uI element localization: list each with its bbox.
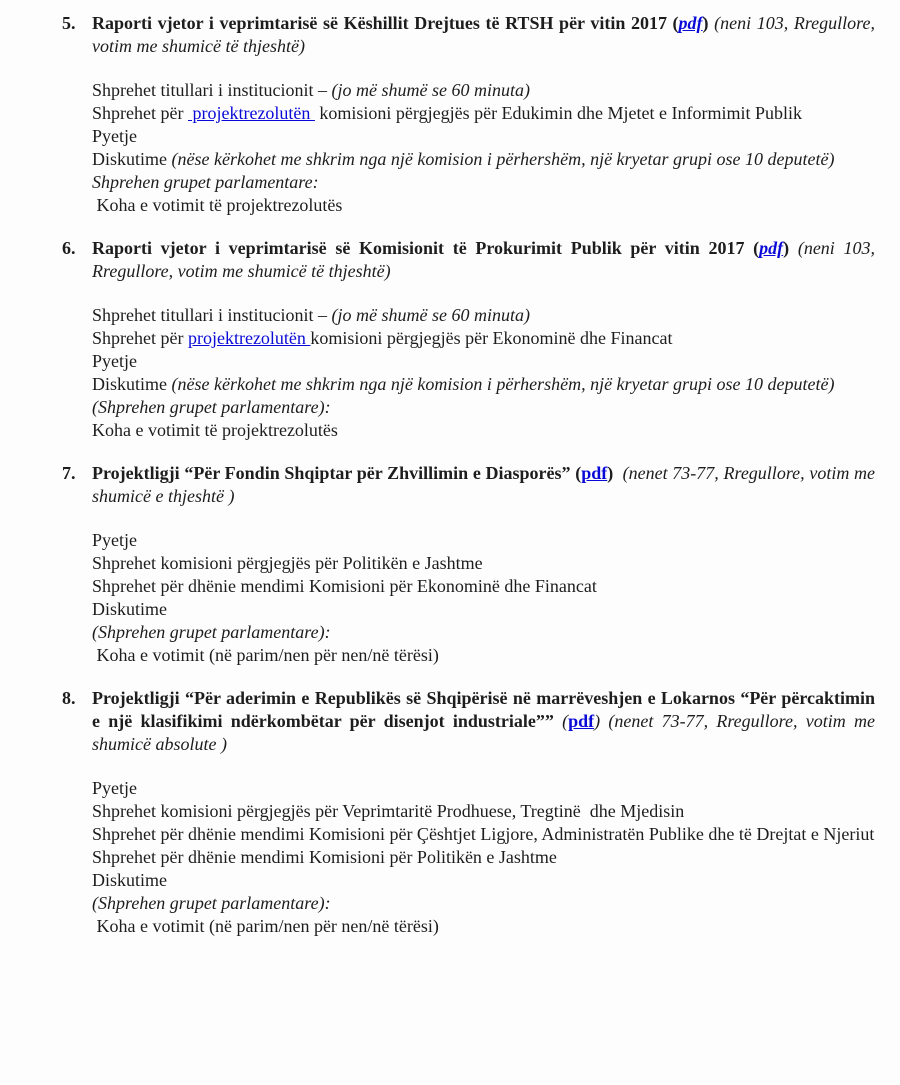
item-body xyxy=(92,304,875,442)
agenda-item-8 xyxy=(62,687,875,938)
item-title xyxy=(92,237,875,283)
item-body xyxy=(92,79,875,217)
text-segment: Shprehen grupet parlamentare: xyxy=(92,172,319,192)
text-segment: (nëse kërkohet me shkrim nga një komision i përhershëm, një kryetar grupi ose 10 deputetë) xyxy=(171,149,835,169)
text-segment: Shprehet për xyxy=(92,103,188,123)
body-line xyxy=(92,350,875,373)
text-segment: Koha e votimit të projektrezolutës xyxy=(92,420,338,440)
body-line xyxy=(92,598,875,621)
projektrezoluten-link[interactable]: projektrezolutën xyxy=(187,328,311,348)
item-content xyxy=(92,462,875,667)
body-line xyxy=(92,552,875,575)
item-content xyxy=(92,237,875,442)
item-number: 8. xyxy=(62,688,76,708)
pdf-link[interactable]: pdf xyxy=(678,13,703,33)
item-title xyxy=(92,687,875,756)
text-segment: komisioni përgjegjës për Edukimin dhe Mjetet e Informimit Publik xyxy=(314,103,803,123)
text-segment: (jo më shumë se 60 minuta) xyxy=(331,80,530,100)
body-line xyxy=(92,644,875,667)
body-line xyxy=(92,148,875,171)
text-segment: ) xyxy=(702,13,715,33)
item-number: 7. xyxy=(62,463,76,483)
item-content xyxy=(92,12,875,217)
text-segment: (nëse kërkohet me shkrim nga një komision i përhershëm, një kryetar grupi ose 10 deputetë) xyxy=(171,374,835,394)
text-segment: (neni 103, Rregullore, votim me shumicë të thjeshtë) xyxy=(92,238,875,281)
text-segment: ) xyxy=(783,238,798,258)
body-line xyxy=(92,327,875,350)
text-segment: Koha e votimit (në parim/nen për nen/në tërësi) xyxy=(92,645,439,665)
body-line xyxy=(92,800,875,823)
text-segment: Projektligji “Për Fondin Shqiptar për Zhvillimin e Diasporës” ( xyxy=(92,463,582,483)
text-segment: (Shprehen grupet parlamentare): xyxy=(92,622,331,642)
body-line xyxy=(92,575,875,598)
agenda-item-5 xyxy=(62,12,875,217)
text-segment: Shprehet komisioni përgjegjës për Politikën e Jashtme xyxy=(92,553,483,573)
text-segment: Diskutime xyxy=(92,870,167,890)
text-segment: Shprehet për dhënie mendimi Komisioni për Çështjet Ligjore, Administratën Publike dhe të Drejtat e Njeriut xyxy=(92,824,875,844)
text-segment: Raporti vjetor i veprimtarisë së Këshillit Drejtues të RTSH për vitin 2017 ( xyxy=(92,13,679,33)
body-line xyxy=(92,529,875,552)
text-segment: (Shprehen grupet parlamentare): xyxy=(92,893,331,913)
text-segment: Pyetje xyxy=(92,351,137,371)
text-segment: (Shprehen grupet parlamentare): xyxy=(92,397,331,417)
text-segment: Pyetje xyxy=(92,126,137,146)
body-line xyxy=(92,419,875,442)
text-segment: Raporti vjetor i veprimtarisë së Komisionit të Prokurimit Publik për vitin 2017 ( xyxy=(92,238,760,258)
item-number: 5. xyxy=(62,13,76,33)
text-segment: Diskutime xyxy=(92,599,167,619)
body-line xyxy=(92,823,875,846)
text-segment: ) xyxy=(594,711,609,731)
text-segment: Shprehet titullari i institucionit – xyxy=(92,80,332,100)
body-line xyxy=(92,373,875,396)
item-body xyxy=(92,777,875,938)
body-line xyxy=(92,396,875,419)
text-segment: Koha e votimit të projektrezolutës xyxy=(92,195,343,215)
text-segment: Shprehet titullari i institucionit – xyxy=(92,305,332,325)
body-line xyxy=(92,102,875,125)
agenda-item-7 xyxy=(62,462,875,667)
body-line xyxy=(92,304,875,327)
item-content xyxy=(92,687,875,938)
item-title xyxy=(92,462,875,508)
text-segment: Shprehet për xyxy=(92,328,188,348)
item-title xyxy=(92,12,875,58)
body-line xyxy=(92,892,875,915)
agenda-list xyxy=(62,12,875,938)
text-segment: Shprehet për dhënie mendimi Komisioni për Politikën e Jashtme xyxy=(92,847,557,867)
body-line xyxy=(92,869,875,892)
text-segment: Koha e votimit (në parim/nen për nen/në tërësi) xyxy=(92,916,439,936)
body-line xyxy=(92,915,875,938)
body-line xyxy=(92,171,875,194)
item-number: 6. xyxy=(62,238,76,258)
text-segment: Pyetje xyxy=(92,530,137,550)
text-segment: ( xyxy=(562,711,569,731)
text-segment: ) xyxy=(607,463,614,483)
pdf-link[interactable]: pdf xyxy=(581,463,608,483)
text-segment: Diskutime xyxy=(92,374,172,394)
pdf-link[interactable]: pdf xyxy=(759,238,784,258)
body-line xyxy=(92,194,875,217)
agenda-item-6 xyxy=(62,237,875,442)
body-line xyxy=(92,125,875,148)
text-segment: (neni 103, Rregullore, votim me shumicë të thjeshtë) xyxy=(92,13,876,56)
item-body xyxy=(92,529,875,667)
text-segment: komisioni përgjegjës për Ekonominë dhe Financat xyxy=(310,328,673,348)
text-segment: (jo më shumë se 60 minuta) xyxy=(331,305,530,325)
text-segment: Projektligji “Për aderimin e Republikës së Shqipërisë në marrëveshjen e Lokarnos “Për përcaktimin e një klasifikimi ndërkombëtar për disenjot industriale”” xyxy=(92,688,875,731)
text-segment: Shprehet komisioni përgjegjës për Veprimtaritë Prodhuese, Tregtinë dhe Mjedisin xyxy=(92,801,685,821)
body-line xyxy=(92,79,875,102)
pdf-link[interactable]: pdf xyxy=(568,711,595,731)
body-line xyxy=(92,846,875,869)
text-segment: (nenet 73-77, Rregullore, votim me shumicë absolute ) xyxy=(92,711,875,754)
body-line xyxy=(92,777,875,800)
text-segment: Pyetje xyxy=(92,778,137,798)
text-segment: Shprehet për dhënie mendimi Komisioni për Ekonominë dhe Financat xyxy=(92,576,597,596)
body-line xyxy=(92,621,875,644)
text-segment: (nenet 73-77, Rregullore, votim me shumicë e thjeshtë ) xyxy=(92,463,875,506)
projektrezoluten-link[interactable]: projektrezolutën xyxy=(187,103,315,123)
text-segment xyxy=(613,463,622,483)
text-segment: Diskutime xyxy=(92,149,172,169)
